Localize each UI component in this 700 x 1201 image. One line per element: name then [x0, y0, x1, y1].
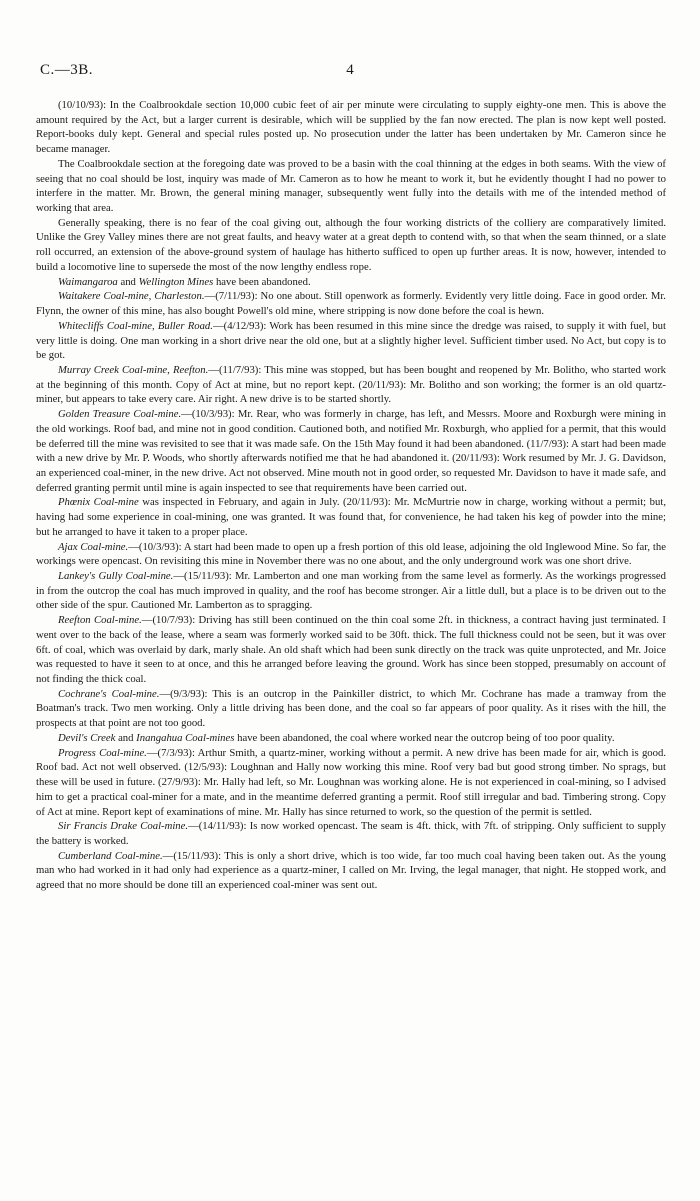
paragraph-text: —(11/7/93): This mine was stopped, but has been bought and reopened by Mr. Bolitho, who started work at the beginning of this month. Copy of Act at mine, but no report kept. (20/11/93): Mr. Bolitho and son working; the former is an old quartz-miner, but appears to take every care. Air right. A new drive is to be started shortly. [36, 363, 666, 406]
paragraph-text: and [117, 275, 139, 288]
paragraph-text: (10/10/93): In the Coalbrookdale section 10,000 cubic feet of air per minute were circulating to supply eighty-one men. This is above the amount required by the Act, but a larger current is desirable, which will be supplied by the fan now erected. The plan is now kept well posted. Report-books duly kept. General and special rules posted up. No prosecution under the latter has been undertaken by Mr. Cameron since he became manager. [36, 99, 666, 156]
mine-title: Ajax Coal-mine. [58, 540, 129, 553]
mine-title: Wellington Mines [138, 275, 214, 288]
document-reference: C.—3B. [40, 62, 94, 78]
paragraph-text: —(15/11/93): Mr. Lamberton and one man working from the same level as formerly. As the workings progressed in from the outcrop the coal has much improved in quality, and the roof has become stronger. Air a little dull, but a place is to be driven out to the other side of the spur. Cautioned Mr. Lamberton as to spragging. [36, 570, 666, 612]
paragraph-text: —(9/3/93): This is an outcrop in the Painkiller district, to which Mr. Cochrane has made a tramway from the Boatman's track. Two men working. Only a little driving has been done, and the coal so far appears of poor quality. As it rises with the hill, the prospects at that point are not too good. [36, 687, 667, 730]
paragraph [36, 363, 666, 407]
paragraph [36, 275, 666, 290]
paragraph-text: was inspected in February, and again in July. (20/11/93): Mr. McMurtrie now in charge, working without a permit; but, having had some experience in coal-mining, one was granted. It was found that, for convenience, he had taken his keg of powder into the mine; but he arranged to have it taken to a proper place. [36, 496, 666, 538]
mine-title: Reefton Coal-mine. [58, 614, 142, 627]
paragraph [36, 407, 666, 495]
report-body [36, 98, 666, 893]
paragraph [36, 819, 666, 848]
paragraph [36, 687, 666, 731]
paragraph-text: —(10/3/93): A start had been made to open up a fresh portion of this old lease, adjoining the old Inglewood Mine. So far, the workings were opencast. On revisiting this mine in November there was no one about, and the only underground work was one short drive. [36, 540, 666, 568]
mine-title: Waimangaroa [58, 275, 118, 288]
page-number: 4 [346, 62, 354, 78]
mine-title: Sir Francis Drake Coal-mine. [58, 820, 189, 833]
paragraph-text: have been abandoned. [213, 275, 311, 288]
mine-title: Inangahua Coal-mines [136, 731, 235, 744]
mine-title: Murray Creek Coal-mine, Reefton. [58, 363, 209, 376]
mine-title: Progress Coal-mine. [58, 746, 147, 759]
paragraph [36, 319, 666, 363]
paragraph [36, 731, 666, 746]
paragraph-text: The Coalbrookdale section at the foregoing date was proved to be a basin with the coal thinning at the edges in both seams. With the view of seeing that no coal should be lost, inquiry was made of Mr. Cameron as to how he meant to work it, but he evidently thought I had no power to interfere in the matter. Mr. Brown, the general mining manager, subsequently went fully into the details with me of the intended method of working that area. [36, 157, 666, 215]
paragraph [36, 746, 666, 820]
paragraph [36, 613, 666, 687]
paragraph [36, 98, 666, 157]
paragraph-text: —(4/12/93): Work has been resumed in this mine since the dredge was raised, to supply it with fuel, but very little is doing. One man working in a short drive near the old one, but at a slightly higher level. Sufficient timber used. No Act, but copy is to be got. [36, 319, 666, 362]
paragraph-text: —(10/3/93): Mr. Rear, who was formerly in charge, has left, and Messrs. Moore and Roxburgh were mining in the old workings. Roof bad, and mine not in good condition. Cautioned both, and notified Mr. Roxburgh, who applied for a permit, that this would be deferred till the mine was revisited to see that it was made safe. On the 15th May found it had been abandoned. (11/7/93): A start had been made with a new drive by Mr. P. Woods, who shortly afterwards notified me that he had abandoned it. (20/11/93): Work resumed by Mr. J. G. Davidson, an experienced coal-miner, in the new drive. Act not observed. Mine mouth not in good order, so requested Mr. Davidson to have it made safe, and deferred granting permit until mine is again inspected to see that requirements have been carried out. [36, 408, 666, 494]
paragraph [36, 216, 666, 275]
mine-title: Cochrane's Coal-mine. [58, 687, 160, 700]
paragraph [36, 289, 666, 318]
paragraph [36, 495, 666, 539]
paragraph-text: and [115, 731, 137, 744]
paragraph-text: —(7/11/93): No one about. Still openwork as formerly. Evidently very little doing. Face in good order. Mr. Flynn, the owner of this mine, has also bought Powell's old mine, where stripping is now done before the coal is hewn. [36, 290, 666, 318]
paragraph [36, 540, 666, 569]
mine-title: Lankey's Gully Coal-mine. [58, 570, 174, 582]
paragraph-text: Generally speaking, there is no fear of the coal giving out, although the four working districts of the colliery are comparatively limited. Unlike the Grey Valley mines there are not great faults, and heavy water at a great depth to contend with, so that when the seam thinned, or a slate roll occurred, an extension of the above-ground system of haulage has hitherto sufficed to open up further areas. It is now, however, intended to build a locomotive line to supersede the most of the now lengthy endless rope. [36, 216, 666, 273]
mine-title: Golden Treasure Coal-mine. [58, 408, 182, 421]
paragraph-text: —(15/11/93): This is only a short drive, which is too wide, far too much coal having been taken out. As the young man who had worked in it had only had experience as a quartz-miner, I called on Mr. Irving, the legal manager, that night. He stopped work, and agreed that no more should be done till an experienced coal-miner was sent out. [36, 849, 667, 892]
page-header [40, 62, 660, 82]
mine-title: Phœnix Coal-mine [58, 496, 139, 509]
paragraph-text: —(14/11/93): Is now worked opencast. The seam is 4ft. thick, with 7ft. of stripping. Only sufficient to supply the battery is worked. [36, 820, 666, 847]
mine-title: Cumberland Coal-mine. [58, 849, 163, 862]
paragraph [36, 157, 666, 216]
paragraph-text: —(10/7/93): Driving has still been continued on the thin coal some 2ft. in thickness, a contract having just terminated. I went over to the back of the lease, where a seam was formerly worked said to be 30ft. thick. The full thickness could not be seen, but it was over 6ft. of coal, which was overlaid by dark, marly shale. An old shaft which had been sunk directly on the track was quite unprotected, and Mr. Joice was requested to have it seen to at once, and this he arranged before leaving the ground. Work has since been stopped, presumably on account of not finding the thick coal. [36, 614, 666, 686]
mine-title: Whitecliffs Coal-mine, Buller Road. [58, 319, 213, 332]
paragraph [36, 569, 666, 613]
mine-title: Waitakere Coal-mine, Charleston. [58, 290, 205, 303]
paragraph-text: —(7/3/93): Arthur Smith, a quartz-miner, working without a permit. A new drive has been made for air, which is good. Roof bad. Act not well observed. (12/5/93): Loughnan and Hally now working this mine. Roof very bad but good strong timber. No sprags, but these will be used in future. (27/9/93): Mr. Hally had left, so Mr. Loughnan was working alone. He is not experienced in coal-mining, so I advised him to get a practical coal-miner for a mate, and in the meantime deferred granting a permit. Roof still irregular and bad. Timbering strong. Copy of Act at mine. Report kept of examinations of mine. Mr. Hally has since returned to work, so the question of the permit is settled. [36, 746, 666, 818]
paragraph [36, 849, 666, 893]
mine-title: Devil's Creek [58, 731, 116, 744]
paragraph-text: have been abandoned, the coal where worked near the outcrop being of too poor quality. [234, 731, 615, 744]
